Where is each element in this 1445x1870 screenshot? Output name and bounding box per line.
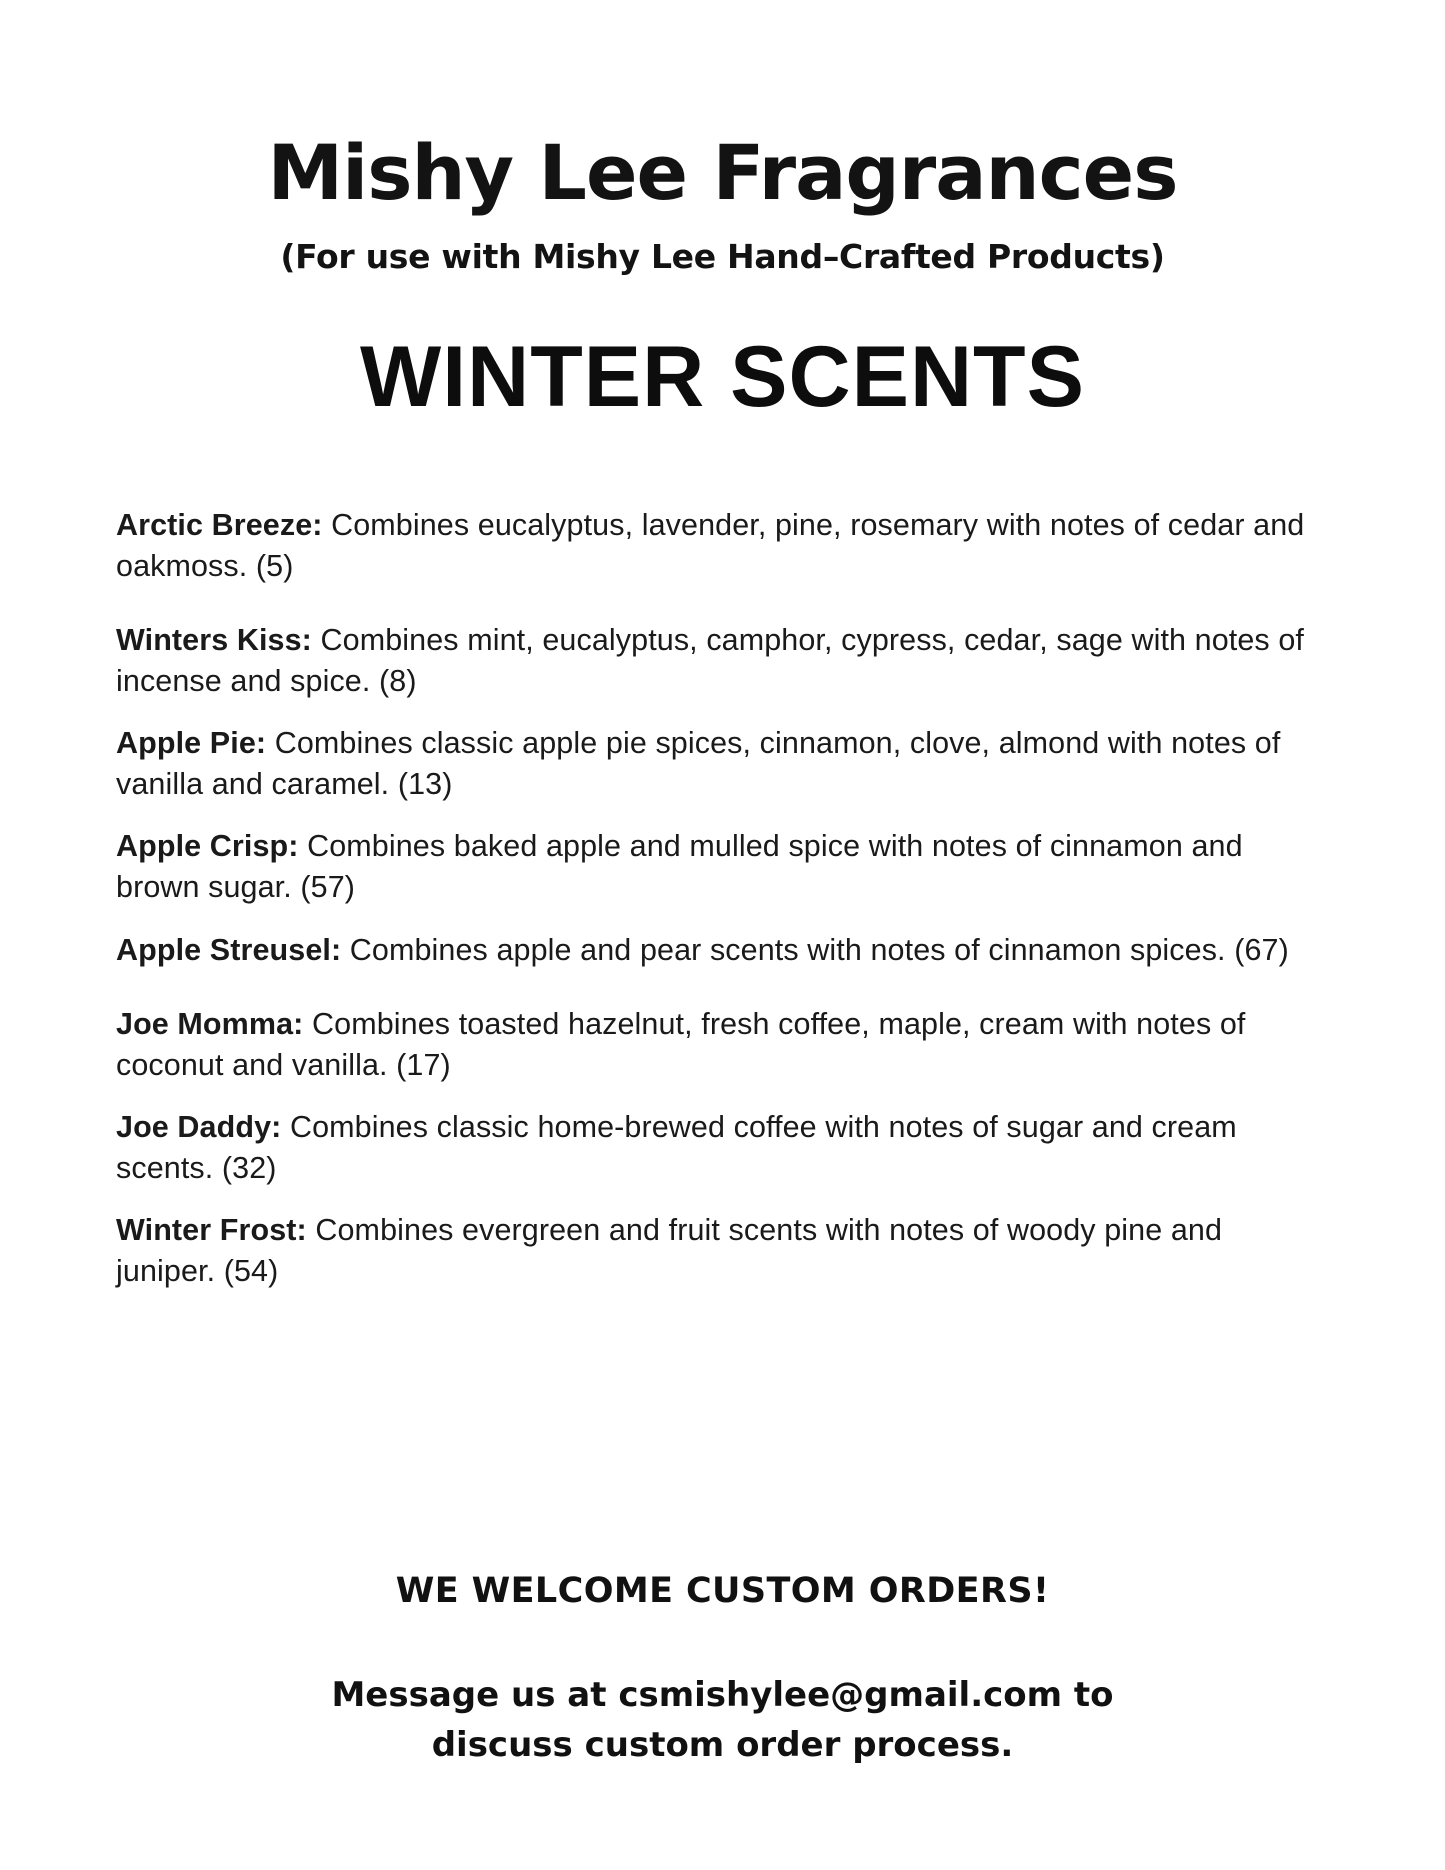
scent-description: Combines apple and pear scents with notes of cinnamon spices. (67) (341, 932, 1289, 967)
scent-description: Combines baked apple and mulled spice with notes of cinnamon and brown sugar. (57) (116, 829, 1243, 904)
list-item (0, 930, 1445, 971)
scent-description: Combines classic apple pie spices, cinnamon, clove, almond with notes of vanilla and caramel. (13) (116, 726, 1281, 801)
contact-message-line-1: Message us at csmishylee@gmail.com to (331, 1675, 1114, 1716)
scent-name: Joe Daddy: (116, 1110, 282, 1145)
list-item (0, 1210, 1445, 1291)
scent-name: Arctic Breeze: (116, 508, 323, 542)
scent-name: Apple Crisp: (116, 829, 299, 864)
list-item (0, 505, 1445, 586)
list-item (0, 1004, 1445, 1085)
list-item (0, 1107, 1445, 1188)
scent-name: Apple Pie: (116, 726, 267, 761)
brand-subtitle: (For use with Mishy Lee Hand–Crafted Products) (280, 237, 1165, 276)
scent-name: Winters Kiss: (116, 623, 312, 658)
scent-description: Combines toasted hazelnut, fresh coffee, maple, cream with notes of coconut and vanilla. (17) (116, 1007, 1246, 1082)
scent-description: Combines eucalyptus, lavender, pine, rosemary with notes of cedar and oakmoss. (5) (116, 508, 1305, 583)
custom-orders-headline: WE WELCOME CUSTOM ORDERS! (395, 1571, 1050, 1612)
scent-description: Combines evergreen and fruit scents with notes of woody pine and juniper. (54) (116, 1213, 1223, 1288)
list-item (0, 620, 1445, 701)
list-item (0, 826, 1445, 907)
footer (0, 1571, 1445, 1770)
brand-title: Mishy Lee Fragrances (267, 128, 1178, 217)
contact-message-line-2: discuss custom order process. (431, 1724, 1014, 1765)
scent-name: Winter Frost: (116, 1213, 307, 1248)
contact-message (0, 1671, 1445, 1770)
scent-description: Combines classic home-brewed coffee with notes of sugar and cream scents. (32) (116, 1110, 1237, 1185)
scent-description: Combines mint, eucalyptus, camphor, cypress, cedar, sage with notes of incense and spice. (8) (116, 623, 1304, 698)
scent-list (0, 427, 1445, 1291)
page-title: WINTER SCENTS (360, 329, 1085, 425)
scent-name: Joe Momma: (116, 1007, 304, 1042)
list-item (0, 723, 1445, 804)
scent-name: Apple Streusel: (116, 932, 342, 967)
